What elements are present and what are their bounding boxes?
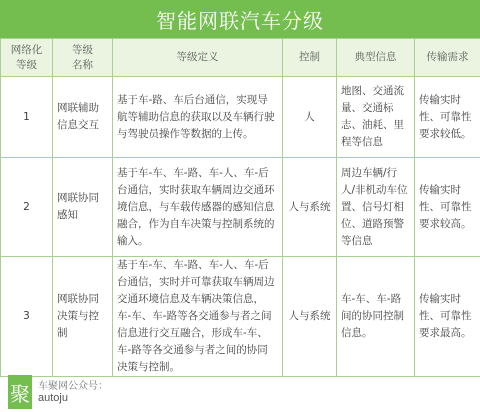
cell-typical-info: 车-车、车-路间的协同控制信息。: [337, 257, 415, 377]
header-name: [53, 39, 113, 77]
table-header-row: [1, 39, 480, 77]
brand-logo-icon: 聚: [8, 375, 32, 409]
header-name-line2: 名称: [72, 58, 93, 71]
cell-level: 3: [1, 257, 53, 377]
header-definition: 等级定义: [113, 39, 283, 77]
cell-level: 2: [1, 158, 53, 257]
cell-transmission: 传输实时性、可靠性要求最高。: [415, 257, 480, 377]
cell-control: 人与系统: [283, 257, 337, 377]
cell-definition: 基于车-车、车-路、车-人、车-后台通信，实时获取车辆周边交通环境信息，与车载传感器的感知信息融合，作为自车决策与控制系统的输入。: [113, 158, 283, 257]
header-typical-info: 典型信息: [337, 39, 415, 77]
cell-level: 1: [1, 77, 53, 158]
cell-definition: 基于车-车、车-路、车-人、车-后台通信，实时并可靠获取车辆周边交通环境信息及车辆决策信息，车-车、车-路等各交通参与者之间信息进行交互融合，形成车-车、车-路等各交通参与者之间的协同决策与控制。: [113, 257, 283, 377]
cell-name: 网联辅助信息交互: [53, 77, 113, 158]
table-row: [1, 77, 480, 158]
cell-name: 网联协同感知: [53, 158, 113, 257]
header-control: 控制: [283, 39, 337, 77]
table-row: [1, 257, 480, 377]
cell-definition: 基于车-路、车后台通信，实现导航等辅助信息的获取以及车辆行驶与驾驶员操作等数据的上传。: [113, 77, 283, 158]
cell-typical-info: 地图、交通流量、交通标志、油耗、里程等信息: [337, 77, 415, 158]
cell-control: 人: [283, 77, 337, 158]
header-level-line2: 等级: [16, 58, 37, 71]
cell-transmission: 传输实时性、可靠性要求较高。: [415, 158, 480, 257]
header-level-line1: 网络化: [10, 43, 43, 56]
cell-name: 网联协同决策与控制: [53, 257, 113, 377]
table-row: [1, 158, 480, 257]
header-name-line1: 等级: [72, 43, 93, 56]
header-level: [1, 39, 53, 77]
page-title: 智能网联汽车分级: [0, 0, 480, 38]
cell-control: 人与系统: [283, 158, 337, 257]
footer-account-id: autoju: [38, 392, 68, 404]
footer-account-label: 车聚网公众号：: [38, 381, 108, 392]
cell-typical-info: 周边车辆/行人/非机动车位置、信号灯相位、道路预警等信息: [337, 158, 415, 257]
classification-table: [0, 38, 480, 377]
cell-transmission: 传输实时性、可靠性要求较低。: [415, 77, 480, 158]
header-transmission: 传输需求: [415, 39, 480, 77]
footer: [0, 372, 480, 412]
